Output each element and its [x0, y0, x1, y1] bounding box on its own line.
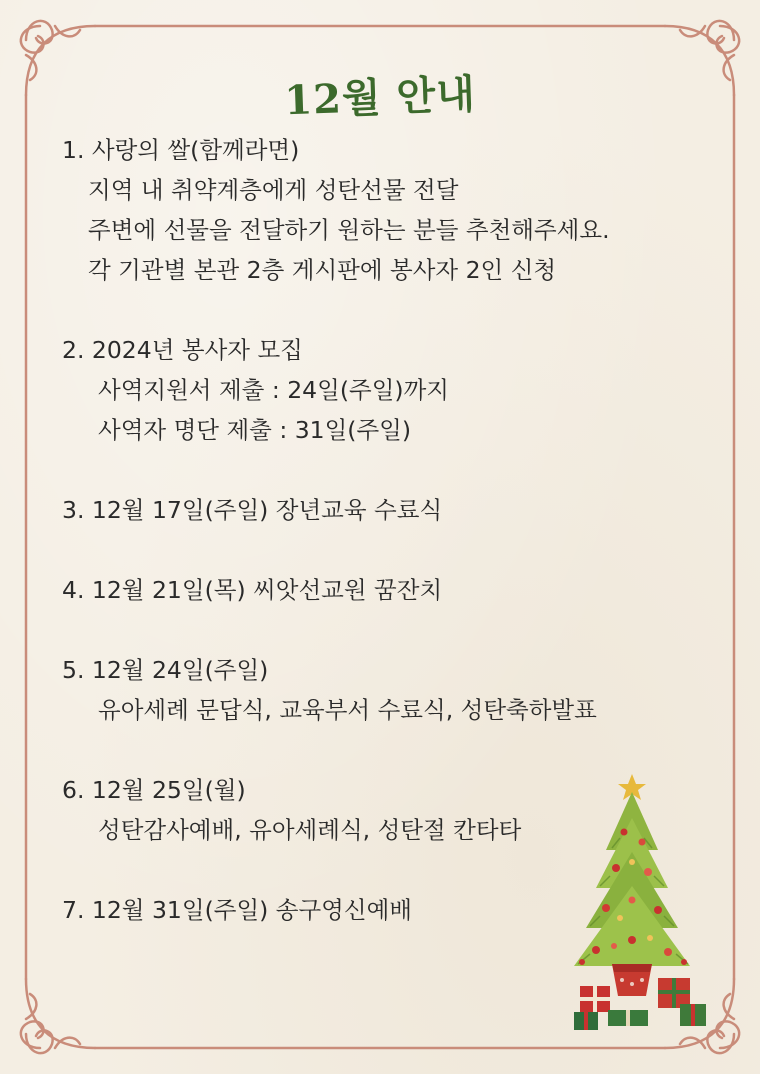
- notice-detail: 성탄감사예배, 유아세례식, 성탄절 칸타타: [98, 816, 522, 844]
- notice-detail: 사역지원서 제출 : 24일(주일)까지: [98, 376, 449, 404]
- notice-heading: 2. 2024년 봉사자 모집: [62, 336, 303, 364]
- notice-item-1: [62, 130, 712, 290]
- notice-heading: 3. 12월 17일(주일) 장년교육 수료식: [62, 496, 443, 524]
- notice-item-2: [62, 330, 712, 450]
- notice-detail: 사역자 명단 제출 : 31일(주일): [98, 416, 412, 444]
- notice-heading: 4. 12월 21일(목) 씨앗선교원 꿈잔치: [62, 576, 443, 604]
- notice-detail: 각 기관별 본관 2층 게시판에 봉사자 2인 신청: [88, 256, 557, 284]
- notice-heading: 6. 12월 25일(월): [62, 776, 246, 804]
- notice-item-5: [62, 650, 712, 730]
- notice-detail: 주변에 선물을 전달하기 원하는 분들 추천해주세요.: [88, 216, 610, 244]
- notice-heading: 1. 사랑의 쌀(함께라면): [62, 136, 300, 164]
- christmas-tree-icon: [560, 768, 730, 1038]
- notice-item-4: [62, 570, 712, 610]
- notice-detail: 유아세례 문답식, 교육부서 수료식, 성탄축하발표: [98, 696, 597, 724]
- notice-detail: 지역 내 취약계층에게 성탄선물 전달: [88, 176, 459, 204]
- notice-heading: 5. 12월 24일(주일): [62, 656, 269, 684]
- page-title: 12월 안내: [283, 70, 477, 125]
- notice-item-3: [62, 490, 712, 530]
- notice-heading: 7. 12월 31일(주일) 송구영신예배: [62, 896, 412, 924]
